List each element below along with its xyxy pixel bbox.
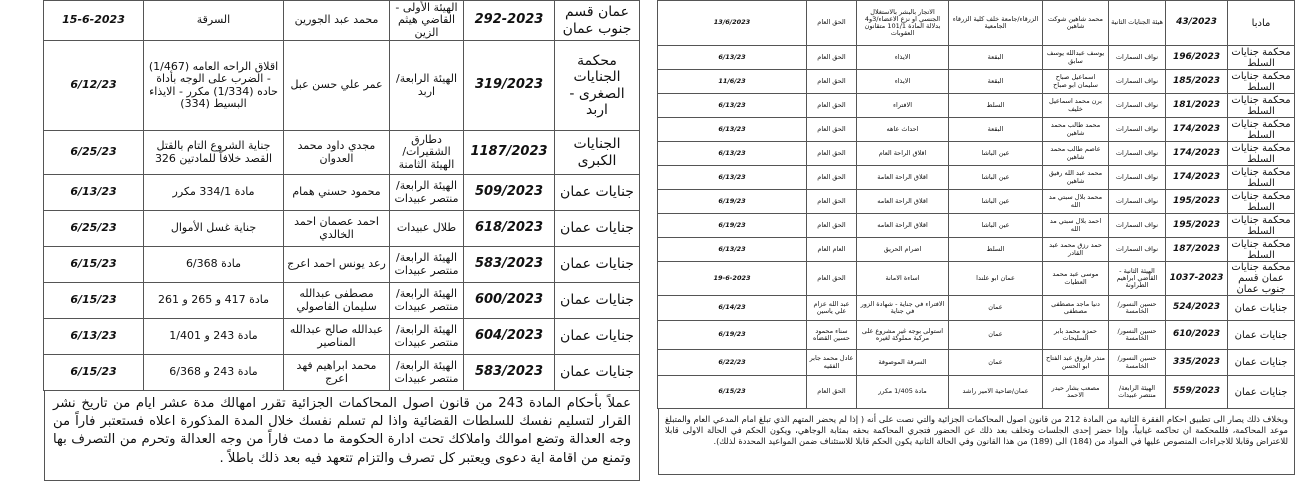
panel-cell: الهيئة الرابعة/منتصر عبيدات bbox=[390, 247, 464, 283]
date-cell: 6/25/23 bbox=[44, 131, 144, 175]
defendant-cell: موسى عبد محمد العطيات bbox=[1043, 262, 1109, 296]
panel-cell: نواف السمارات bbox=[1109, 118, 1166, 142]
panel-cell: نواف السمارات bbox=[1109, 94, 1166, 118]
charge-cell: السرقة bbox=[144, 1, 284, 41]
date-cell: 6/13/23 bbox=[658, 238, 807, 262]
court-cell: جنايات عمان bbox=[555, 247, 640, 283]
charge-cell: الايذاء bbox=[857, 46, 949, 70]
plaintiff-cell: العام العام bbox=[807, 238, 857, 262]
date-cell: 15-6-2023 bbox=[44, 1, 144, 41]
court-cell: محكمة جنايات السلط bbox=[1228, 118, 1295, 142]
court-cell: محكمة جنايات السلط bbox=[1228, 190, 1295, 214]
case-number-cell: 583/2023 bbox=[464, 247, 555, 283]
location-cell: عمان/ضاحية الامير راشد bbox=[949, 376, 1043, 409]
location-cell: عين الباشا bbox=[949, 214, 1043, 238]
table-row bbox=[44, 1, 640, 41]
table-row bbox=[658, 166, 1295, 190]
table-row bbox=[44, 175, 640, 211]
defendant-cell: عمر علي حسن عبل bbox=[284, 41, 390, 131]
defendant-cell: محمد عبد الجورين bbox=[284, 1, 390, 41]
date-cell: 6/13/23 bbox=[44, 175, 144, 211]
table-row bbox=[658, 190, 1295, 214]
date-cell: 6/13/23 bbox=[658, 166, 807, 190]
charge-cell: الايذاء bbox=[857, 70, 949, 94]
charge-cell: مادة 334/1 مكرر bbox=[144, 175, 284, 211]
table-row bbox=[658, 94, 1295, 118]
left-notice bbox=[44, 0, 640, 466]
plaintiff-cell: عبد الله عزام علي ياسين bbox=[807, 296, 857, 321]
panel-cell: نواف السمارات bbox=[1109, 214, 1166, 238]
location-cell: البقعة bbox=[949, 118, 1043, 142]
panel-cell: الهيئة الأولى - القاضي هيثم الزين bbox=[390, 1, 464, 41]
case-number-cell: 583/2023 bbox=[464, 355, 555, 391]
case-number-cell: 610/2023 bbox=[1166, 321, 1228, 350]
case-number-cell: 559/2023 bbox=[1166, 376, 1228, 409]
date-cell: 6/19/23 bbox=[658, 214, 807, 238]
court-cell: جنايات عمان bbox=[1228, 376, 1295, 409]
case-number-cell: 604/2023 bbox=[464, 319, 555, 355]
date-cell: 6/13/23 bbox=[658, 46, 807, 70]
plaintiff-cell: الحق العام bbox=[807, 190, 857, 214]
case-number-cell: 196/2023 bbox=[1166, 46, 1228, 70]
table-row bbox=[658, 142, 1295, 166]
court-cell: جنايات عمان bbox=[1228, 321, 1295, 350]
plaintiff-cell: الحق العام bbox=[807, 94, 857, 118]
table-row bbox=[658, 238, 1295, 262]
charge-cell: مادة 243 و 1/401 bbox=[144, 319, 284, 355]
date-cell: 11/6/23 bbox=[658, 70, 807, 94]
charge-cell: السرقة الموصوفة bbox=[857, 350, 949, 376]
date-cell: 6/22/23 bbox=[658, 350, 807, 376]
defendant-cell: محمد بلال سبتي مد الله bbox=[1043, 190, 1109, 214]
case-number-cell: 509/2023 bbox=[464, 175, 555, 211]
location-cell: عمان bbox=[949, 321, 1043, 350]
charge-cell: اقلاق الراحة العامة bbox=[857, 166, 949, 190]
defendant-cell: برن محمد اسماعيل خليف bbox=[1043, 94, 1109, 118]
date-cell: 6/25/23 bbox=[44, 211, 144, 247]
defendant-cell: عبدالله صالح عبدالله المناصير bbox=[284, 319, 390, 355]
court-cell: محكمة جنايات السلط bbox=[1228, 142, 1295, 166]
table-row bbox=[658, 376, 1295, 409]
defendant-cell: يوسف عبدالله يوسف سابق bbox=[1043, 46, 1109, 70]
charge-cell: اضرام الحريق bbox=[857, 238, 949, 262]
case-number-cell: 335/2023 bbox=[1166, 350, 1228, 376]
plaintiff-cell: الحق العام bbox=[807, 70, 857, 94]
panel-cell: الهيئة الثانية - القاضي ابراهيم الطراونة bbox=[1109, 262, 1166, 296]
charge-cell: الاتجار بالبشر بالاستغلال الجنسي او نزع الاعضاء/3و4 بدلالة المادة 101/1 متقانون العقوبات bbox=[857, 1, 949, 46]
panel-cell: نواف السمارات bbox=[1109, 46, 1166, 70]
defendant-cell: اسماعيل صباح سليمان ابو صباح bbox=[1043, 70, 1109, 94]
court-cell: محكمة جنايات السلط bbox=[1228, 46, 1295, 70]
court-cell: جنايات عمان bbox=[555, 211, 640, 247]
defendant-cell: رعد يونس احمد اعرج bbox=[284, 247, 390, 283]
date-cell: 6/19/23 bbox=[658, 321, 807, 350]
date-cell: 6/12/23 bbox=[44, 41, 144, 131]
plaintiff-cell: الحق العام bbox=[807, 46, 857, 70]
location-cell: عين الباشا bbox=[949, 166, 1043, 190]
case-number-cell: 174/2023 bbox=[1166, 142, 1228, 166]
court-cell: محكمة جنايات السلط bbox=[1228, 94, 1295, 118]
left-footer-text: عملاً بأحكام المادة 243 من قانون اصول المحاكمات الجزائية تقرر امهالك مدة عشر ايام من تاريخ نشر القرار لتسليم نفسك للسلطات القضائية واذا لم تسلم نفسك خلال المدة المذكورة اعلاه فستعتبر فاراً من وجه العدالة وتضع اموالك واملاكك تحت ادارة الحكومة ما دمت فاراً من وجه العدالة وتحرم من التصرف بها وتمنع من اقامة اية دعوى ويعتبر كل تصرف والتزام تتعهد فيه بعد ذلك باطلاً . bbox=[44, 391, 640, 481]
court-cell: جنايات عمان bbox=[555, 355, 640, 391]
location-cell: السلط bbox=[949, 238, 1043, 262]
location-cell: البقعة bbox=[949, 70, 1043, 94]
case-number-cell: 195/2023 bbox=[1166, 190, 1228, 214]
case-number-cell: 292-2023 bbox=[464, 1, 555, 41]
plaintiff-cell: عادل محمد جابر الفقيه bbox=[807, 350, 857, 376]
panel-cell: الهيئة الرابعة/ اربد bbox=[390, 41, 464, 131]
right-notice bbox=[658, 0, 1295, 466]
location-cell: عين الباشا bbox=[949, 190, 1043, 214]
defendant-cell: عاصم طالب محمد شاهين bbox=[1043, 142, 1109, 166]
case-number-cell: 1187/2023 bbox=[464, 131, 555, 175]
case-number-cell: 174/2023 bbox=[1166, 166, 1228, 190]
panel-cell: نواف السمارات bbox=[1109, 238, 1166, 262]
court-cell: محكمة جنايات السلط bbox=[1228, 166, 1295, 190]
defendant-cell: حمد رزق محمد عبد القادر bbox=[1043, 238, 1109, 262]
charge-cell: الافتراء bbox=[857, 94, 949, 118]
defendant-cell: مصطفى عبدالله سليمان الفاصولي bbox=[284, 283, 390, 319]
table-row bbox=[44, 211, 640, 247]
location-cell: عمان bbox=[949, 296, 1043, 321]
court-cell: محكمة جنايات السلط bbox=[1228, 214, 1295, 238]
defendant-cell: منذر فاروق عبد الفتاح ابو الحسن bbox=[1043, 350, 1109, 376]
defendant-cell: محمد ابراهيم فهد اعرج bbox=[284, 355, 390, 391]
charge-cell: اقلاق الراحة العام bbox=[857, 142, 949, 166]
table-row bbox=[658, 350, 1295, 376]
case-number-cell: 600/2023 bbox=[464, 283, 555, 319]
date-cell: 6/15/23 bbox=[44, 247, 144, 283]
date-cell: 6/13/23 bbox=[658, 94, 807, 118]
table-row bbox=[658, 46, 1295, 70]
defendant-cell: مجدي داود محمد العدوان bbox=[284, 131, 390, 175]
case-number-cell: 187/2023 bbox=[1166, 238, 1228, 262]
charge-cell: استولى بوجه غير مشروع على مركبة مملوكة لغيره bbox=[857, 321, 949, 350]
plaintiff-cell: الحق العام bbox=[807, 142, 857, 166]
left-table bbox=[43, 0, 640, 391]
location-cell: عمان ابو علندا bbox=[949, 262, 1043, 296]
panel-cell: طلال عبيدات bbox=[390, 211, 464, 247]
charge-cell: الافتراء في جناية - شهادة الزور في جناية bbox=[857, 296, 949, 321]
court-cell: الجنايات الكبرى bbox=[555, 131, 640, 175]
table-row bbox=[44, 355, 640, 391]
defendant-cell: محمد طالب محمد شاهين bbox=[1043, 118, 1109, 142]
location-cell: البقعة bbox=[949, 46, 1043, 70]
plaintiff-cell: الحق العام bbox=[807, 166, 857, 190]
defendant-cell: حمزه محمد بابر السليحات bbox=[1043, 321, 1109, 350]
case-number-cell: 174/2023 bbox=[1166, 118, 1228, 142]
date-cell: 6/15/23 bbox=[44, 355, 144, 391]
charge-cell: احداث عاهه bbox=[857, 118, 949, 142]
date-cell: 13/6/2023 bbox=[658, 1, 807, 46]
defendant-cell: محمد عبد الله رفيق شاهين bbox=[1043, 166, 1109, 190]
defendant-cell: احمد بلال سبتي مد الله bbox=[1043, 214, 1109, 238]
defendant-cell: دنيا ماجد مصطفى مصطفى bbox=[1043, 296, 1109, 321]
case-number-cell: 524/2023 bbox=[1166, 296, 1228, 321]
plaintiff-cell: الحق العام bbox=[807, 376, 857, 409]
charge-cell: جناية غسل الأموال bbox=[144, 211, 284, 247]
plaintiff-cell: الحق العام bbox=[807, 214, 857, 238]
court-cell: جنايات عمان bbox=[555, 283, 640, 319]
charge-cell: اساءة الامانة bbox=[857, 262, 949, 296]
panel-cell: حسين النسور/ الخامسة bbox=[1109, 296, 1166, 321]
table-row bbox=[44, 319, 640, 355]
court-cell: جنايات عمان bbox=[1228, 296, 1295, 321]
panel-cell: الهيئة الرابعة/منتصر عبيدات bbox=[390, 355, 464, 391]
date-cell: 6/13/23 bbox=[658, 118, 807, 142]
court-cell: جنايات عمان bbox=[555, 319, 640, 355]
table-row bbox=[44, 247, 640, 283]
case-number-cell: 1037-2023 bbox=[1166, 262, 1228, 296]
plaintiff-cell: سناء محمود حسين القضاه bbox=[807, 321, 857, 350]
plaintiff-cell: الحق العام bbox=[807, 262, 857, 296]
charge-cell: مادة 1/405 مكرر bbox=[857, 376, 949, 409]
date-cell: 6/13/23 bbox=[44, 319, 144, 355]
defendant-cell: محمود حسني همام bbox=[284, 175, 390, 211]
date-cell: 19-6-2023 bbox=[658, 262, 807, 296]
court-cell: محكمة جنايات عمان قسم جنوب عمان bbox=[1228, 262, 1295, 296]
location-cell: عين الباشا bbox=[949, 142, 1043, 166]
charge-cell: اقلاق الراحه العامه (1/467) - الضرب على الوجه بأداة حاده (1/334) مكرر - الايذاء البسيط (334) bbox=[144, 41, 284, 131]
table-row bbox=[44, 283, 640, 319]
defendant-cell: احمد عصمان احمد الخالدي bbox=[284, 211, 390, 247]
location-cell: الزرقاء/جامعة خلف كلية الزرقاء الجامعية bbox=[949, 1, 1043, 46]
charge-cell: اقلاق الراحة العامه bbox=[857, 190, 949, 214]
plaintiff-cell: الحق العام bbox=[807, 1, 857, 46]
charge-cell: مادة 417 و 265 و 261 bbox=[144, 283, 284, 319]
table-row bbox=[658, 214, 1295, 238]
table-row bbox=[658, 262, 1295, 296]
panel-cell: نواف السمارات bbox=[1109, 166, 1166, 190]
panel-cell: الهيئة الرابعة/منتصر عبيدات bbox=[390, 319, 464, 355]
panel-cell: الهيئة الرابعة/منتصر عبيدات bbox=[390, 283, 464, 319]
panel-cell: الهيئة الرابعة/منتصر عبيدات bbox=[390, 175, 464, 211]
case-number-cell: 43/2023 bbox=[1166, 1, 1228, 46]
charge-cell: مادة 6/368 bbox=[144, 247, 284, 283]
case-number-cell: 319/2023 bbox=[464, 41, 555, 131]
table-row bbox=[658, 118, 1295, 142]
table-row bbox=[658, 321, 1295, 350]
plaintiff-cell: الحق العام bbox=[807, 118, 857, 142]
defendant-cell: محمد شاهين شوكت شاهين bbox=[1043, 1, 1109, 46]
table-row bbox=[658, 70, 1295, 94]
panel-cell: حسين النسور/ الخامسة bbox=[1109, 350, 1166, 376]
location-cell: عمان bbox=[949, 350, 1043, 376]
court-cell: عمان قسم جنوب عمان bbox=[555, 1, 640, 41]
case-number-cell: 181/2023 bbox=[1166, 94, 1228, 118]
date-cell: 6/13/23 bbox=[658, 142, 807, 166]
right-table bbox=[657, 0, 1295, 409]
case-number-cell: 185/2023 bbox=[1166, 70, 1228, 94]
panel-cell: الهيئة الرابعة/منتصر عبيدات bbox=[1109, 376, 1166, 409]
court-cell: محكمة جنايات السلط bbox=[1228, 238, 1295, 262]
panel-cell: نواف السمارات bbox=[1109, 142, 1166, 166]
table-row bbox=[44, 41, 640, 131]
panel-cell: نواف السمارات bbox=[1109, 70, 1166, 94]
panel-cell: نواف السمارات bbox=[1109, 190, 1166, 214]
charge-cell: اقلاق الراحة العامه bbox=[857, 214, 949, 238]
court-cell: جنايات عمان bbox=[555, 175, 640, 211]
date-cell: 6/14/23 bbox=[658, 296, 807, 321]
court-cell: محكمة جنايات السلط bbox=[1228, 70, 1295, 94]
court-cell: جنايات عمان bbox=[1228, 350, 1295, 376]
case-number-cell: 195/2023 bbox=[1166, 214, 1228, 238]
table-row bbox=[658, 1, 1295, 46]
panel-cell: هيئة الجنايات الثانية bbox=[1109, 1, 1166, 46]
right-footer-text: وبخلاف ذلك يصار الى تطبيق احكام الفقرة الثانية من المادة 212 من قانون اصول المحاكمات الجزائية والتي نصت على أنه ( إذا لم يحضر المتهم الذي تبلغ امام المدعي العام والمتبلغ موعد المحاكمة، فللمحكمة ان تحاكمه غيابياً، وإذا حضر إحدى الجلسات وتخلف بعد ذلك عن الحضور فتجري المحاكمة بحقه بمثابة الوجاهي، ويكون الحكم في الحالة الاولى قابلا للاعتراض وقابلا للاجراءات المنصوص عليها في المواد من (184) الى (189) من هذا القانون وفي الحالة الثانية يكون الحكم قابلا للاستئناف ضمن المواعيد المحددة لذلك). bbox=[658, 409, 1295, 475]
case-number-cell: 618/2023 bbox=[464, 211, 555, 247]
defendant-cell: مصعب بشار حيدر الاحمد bbox=[1043, 376, 1109, 409]
date-cell: 6/15/23 bbox=[658, 376, 807, 409]
court-cell: محكمة الجنايات الصغرى - اربد bbox=[555, 41, 640, 131]
panel-cell: حسين النسور/ الخامسة bbox=[1109, 321, 1166, 350]
date-cell: 6/15/23 bbox=[44, 283, 144, 319]
charge-cell: مادة 243 و 6/368 bbox=[144, 355, 284, 391]
date-cell: 6/19/23 bbox=[658, 190, 807, 214]
panel-cell: دطارق الشقيرات/الهيئة الثامنة bbox=[390, 131, 464, 175]
charge-cell: جناية الشروع التام بالقتل القصد خلافاً للمادتين 326 bbox=[144, 131, 284, 175]
location-cell: السلط bbox=[949, 94, 1043, 118]
table-row bbox=[44, 131, 640, 175]
table-row bbox=[658, 296, 1295, 321]
court-cell: مادبا bbox=[1228, 1, 1295, 46]
